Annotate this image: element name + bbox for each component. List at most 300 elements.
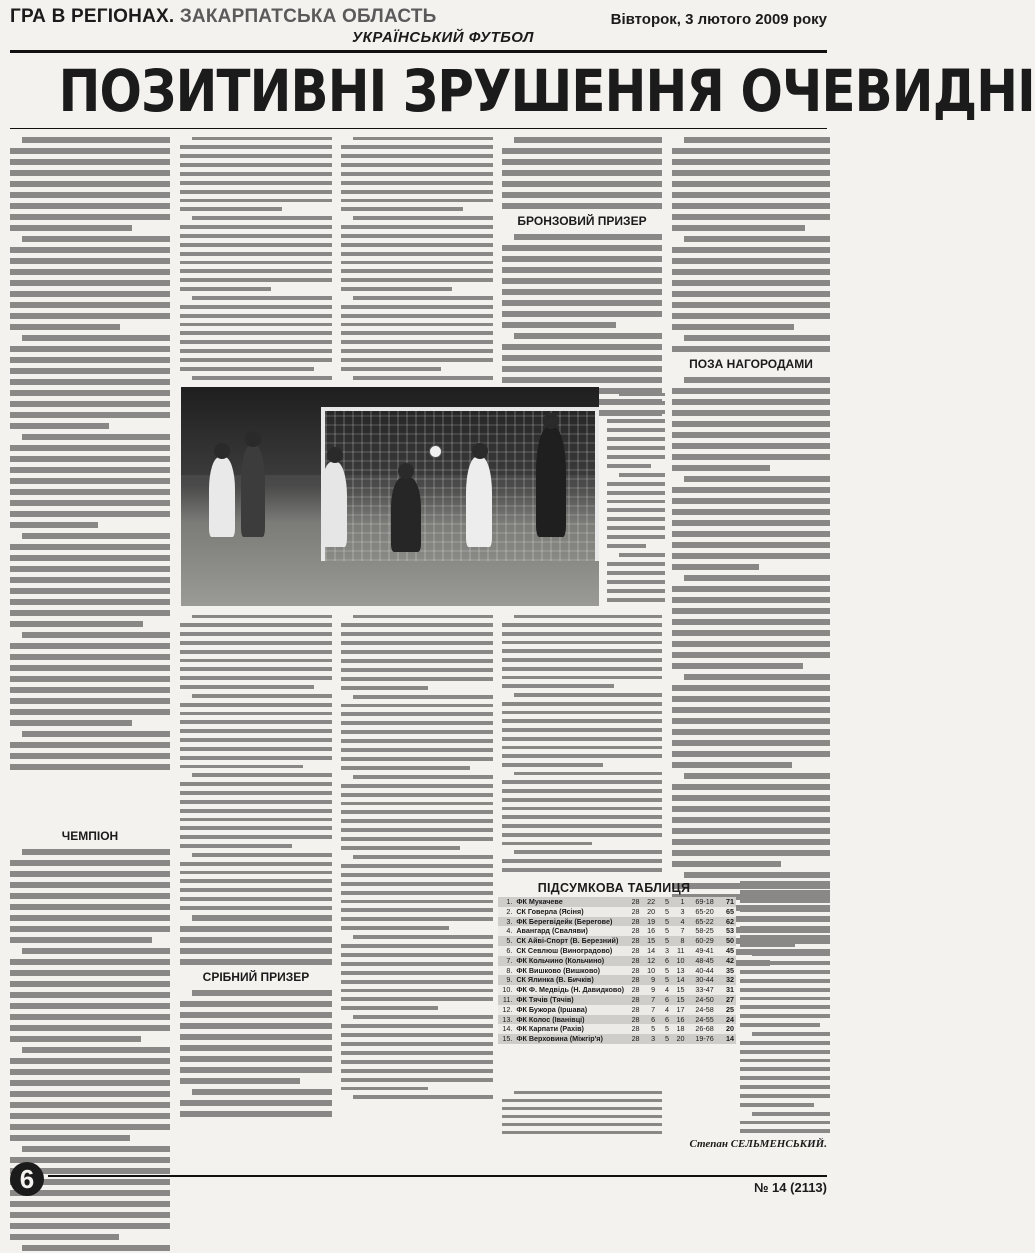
text-line — [672, 258, 830, 264]
text-line — [672, 498, 830, 504]
text-line — [502, 623, 662, 627]
text-line — [341, 900, 493, 904]
text-line — [672, 553, 830, 559]
article-column-2-bottom — [180, 912, 332, 1102]
row-draws: 4 — [657, 985, 671, 995]
text-line — [672, 269, 830, 275]
text-line — [619, 553, 665, 557]
text-line — [180, 720, 332, 724]
text-line — [192, 1089, 332, 1095]
row-played: 28 — [626, 926, 642, 936]
text-line — [192, 694, 332, 698]
article-column-1 — [10, 134, 170, 774]
text-line — [672, 313, 830, 319]
text-line — [672, 181, 830, 187]
text-line — [341, 225, 493, 229]
text-line — [10, 1080, 170, 1086]
row-losses: 11 — [671, 946, 687, 956]
text-line — [672, 432, 830, 438]
row-position: 8. — [498, 966, 514, 976]
text-line — [672, 707, 830, 713]
row-points: 20 — [716, 1024, 736, 1034]
text-line — [740, 1076, 830, 1080]
text-line — [672, 806, 830, 812]
text-line — [10, 981, 170, 987]
text-line — [502, 649, 662, 653]
row-draws: 6 — [657, 1015, 671, 1025]
article-column-3-lower — [341, 612, 493, 1102]
text-line — [10, 654, 170, 660]
text-line — [192, 615, 332, 619]
text-line — [180, 145, 332, 149]
text-line — [672, 597, 830, 603]
text-line — [10, 390, 170, 396]
text-line — [341, 908, 493, 912]
text-line — [180, 1045, 332, 1051]
text-line — [10, 720, 132, 726]
row-position: 15. — [498, 1034, 514, 1044]
text-line — [192, 853, 332, 857]
text-line — [10, 665, 170, 671]
row-team: СК Говерла (Ясіня) — [514, 907, 626, 917]
row-goals: 40-44 — [687, 966, 716, 976]
row-played: 28 — [626, 995, 642, 1005]
text-line — [684, 476, 830, 482]
row-points: 71 — [716, 897, 736, 907]
row-losses: 15 — [671, 985, 687, 995]
text-line — [502, 181, 662, 187]
row-points: 31 — [716, 985, 736, 995]
text-line — [502, 1099, 662, 1102]
text-line — [180, 844, 292, 848]
row-played: 28 — [626, 946, 642, 956]
text-line — [672, 663, 803, 669]
text-line — [10, 522, 98, 528]
text-line — [502, 684, 614, 688]
text-line — [502, 203, 662, 209]
row-goals: 69-18 — [687, 897, 716, 907]
row-position: 5. — [498, 936, 514, 946]
text-line — [341, 340, 493, 344]
text-line — [22, 731, 170, 737]
text-line — [10, 915, 170, 921]
table-row — [498, 956, 736, 966]
table-row — [498, 936, 736, 946]
row-wins: 10 — [642, 966, 658, 976]
text-line — [180, 756, 332, 760]
row-played: 28 — [626, 1024, 642, 1034]
text-line — [341, 864, 493, 868]
text-line — [341, 234, 493, 238]
text-line — [10, 280, 170, 286]
text-line — [672, 170, 830, 176]
text-line — [740, 1094, 830, 1098]
article-column-5-narrow — [740, 870, 830, 1136]
row-points: 42 — [716, 956, 736, 966]
text-line — [502, 868, 662, 872]
text-line — [619, 473, 665, 477]
text-line — [672, 520, 830, 526]
text-line — [10, 302, 170, 308]
text-line — [740, 1014, 830, 1018]
issue-number: № 14 (2113) — [753, 1180, 827, 1195]
text-line — [341, 802, 493, 806]
text-line — [672, 302, 830, 308]
row-position: 4. — [498, 926, 514, 936]
text-line — [607, 419, 665, 423]
text-line — [672, 641, 830, 647]
text-line — [180, 862, 332, 866]
text-line — [180, 1034, 332, 1040]
text-line — [607, 598, 665, 602]
text-line — [341, 659, 493, 663]
text-line — [10, 357, 170, 363]
row-goals: 24-55 — [687, 1015, 716, 1025]
text-line — [10, 247, 170, 253]
text-line — [353, 615, 493, 619]
text-line — [752, 1112, 830, 1116]
text-line — [672, 817, 830, 823]
text-line — [672, 487, 830, 493]
row-points: 25 — [716, 1005, 736, 1015]
text-line — [180, 261, 332, 265]
row-team: ФК Карпати (Рахів) — [514, 1024, 626, 1034]
text-line — [672, 399, 830, 405]
text-line — [502, 798, 662, 802]
row-points: 27 — [716, 995, 736, 1005]
text-line — [502, 159, 662, 165]
text-line — [341, 828, 493, 832]
row-position: 2. — [498, 907, 514, 917]
text-line — [740, 908, 830, 912]
row-goals: 65-22 — [687, 917, 716, 927]
row-team: ФК Мукачеве — [514, 897, 626, 907]
text-line — [619, 393, 665, 397]
text-line — [672, 696, 830, 702]
text-line — [22, 434, 170, 440]
text-line — [180, 340, 332, 344]
row-position: 9. — [498, 975, 514, 985]
text-line — [341, 739, 493, 743]
row-goals: 48-45 — [687, 956, 716, 966]
text-line — [10, 610, 170, 616]
row-points: 62 — [716, 917, 736, 927]
text-line — [684, 377, 830, 383]
text-line — [672, 291, 830, 297]
text-line — [22, 948, 170, 954]
text-line — [22, 849, 170, 855]
text-line — [341, 1024, 493, 1028]
row-goals: 49-41 — [687, 946, 716, 956]
text-line — [22, 137, 170, 143]
text-line — [672, 465, 770, 471]
row-played: 28 — [626, 917, 642, 927]
text-line — [353, 775, 493, 779]
text-line — [341, 1069, 493, 1073]
text-line — [341, 1042, 493, 1046]
row-losses: 3 — [671, 907, 687, 917]
text-line — [672, 608, 830, 614]
row-played: 28 — [626, 1034, 642, 1044]
row-played: 28 — [626, 956, 642, 966]
text-line — [684, 773, 830, 779]
table-row — [498, 1005, 736, 1015]
section-label: ГРА В РЕГІОНАХ. — [10, 6, 175, 27]
text-line — [514, 615, 662, 619]
text-line — [10, 1223, 170, 1229]
region-label: ЗАКАРПАТСЬКА ОБЛАСТЬ — [179, 6, 437, 27]
row-wins: 20 — [642, 907, 658, 917]
text-line — [672, 346, 830, 352]
text-line — [180, 809, 332, 813]
text-line — [341, 757, 493, 761]
text-line — [341, 971, 493, 975]
text-line — [672, 619, 830, 625]
text-line — [10, 860, 170, 866]
text-line — [502, 192, 662, 198]
text-line — [740, 1103, 814, 1107]
text-line — [514, 693, 662, 697]
row-wins: 3 — [642, 1034, 658, 1044]
text-line — [672, 729, 830, 735]
text-line — [341, 199, 493, 203]
text-line — [740, 890, 830, 894]
text-line — [684, 335, 830, 341]
article-column-4 — [502, 134, 662, 382]
text-line — [10, 1113, 170, 1119]
row-draws: 6 — [657, 956, 671, 966]
table-row — [498, 985, 736, 995]
text-line — [180, 685, 314, 689]
row-played: 28 — [626, 907, 642, 917]
text-line — [341, 944, 493, 948]
text-line — [341, 358, 493, 362]
text-line — [180, 1001, 332, 1007]
text-line — [672, 324, 794, 330]
text-line — [607, 517, 665, 521]
section-heading-silver: СРІБНИЙ ПРИЗЕР — [202, 970, 310, 984]
row-draws: 3 — [657, 946, 671, 956]
text-line — [502, 377, 662, 383]
text-line — [672, 531, 830, 537]
text-line — [180, 1012, 332, 1018]
text-line — [341, 748, 493, 752]
text-line — [502, 815, 662, 819]
text-line — [502, 300, 662, 306]
row-position: 7. — [498, 956, 514, 966]
text-line — [607, 401, 665, 405]
row-position: 14. — [498, 1024, 514, 1034]
text-line — [192, 915, 332, 921]
text-line — [672, 388, 830, 394]
text-line — [180, 243, 332, 247]
text-line — [740, 1023, 820, 1027]
text-line — [672, 586, 830, 592]
row-team: ФК Кольчино (Кольчино) — [514, 956, 626, 966]
text-line — [10, 181, 170, 187]
text-line — [180, 172, 332, 176]
row-team: ФК Берегвідейк (Берегове) — [514, 917, 626, 927]
text-line — [502, 256, 662, 262]
text-line — [10, 566, 170, 572]
row-losses: 8 — [671, 936, 687, 946]
text-line — [180, 782, 332, 786]
text-line — [180, 879, 332, 883]
row-position: 3. — [498, 917, 514, 927]
header-rule — [10, 50, 827, 53]
text-line — [341, 962, 493, 966]
text-line — [10, 1201, 170, 1207]
text-line — [502, 278, 662, 284]
text-line — [607, 500, 665, 504]
text-line — [740, 943, 795, 947]
text-line — [180, 358, 332, 362]
text-line — [607, 544, 646, 548]
row-losses: 15 — [671, 995, 687, 1005]
text-line — [10, 269, 170, 275]
text-line — [740, 997, 830, 1001]
issue-date: Вівторок, 3 лютого 2009 року — [610, 11, 827, 28]
text-line — [22, 236, 170, 242]
text-line — [192, 376, 332, 380]
text-line — [10, 544, 170, 550]
text-line — [180, 207, 282, 211]
text-line — [180, 835, 332, 839]
text-line — [180, 252, 332, 256]
text-line — [341, 766, 470, 770]
row-played: 28 — [626, 936, 642, 946]
text-line — [740, 1085, 830, 1089]
text-line — [180, 1078, 300, 1084]
row-team: ФК Бужора (Іршава) — [514, 1005, 626, 1015]
text-line — [10, 893, 170, 899]
text-line — [740, 917, 830, 921]
text-line — [502, 763, 603, 767]
row-wins: 6 — [642, 1015, 658, 1025]
table-row — [498, 897, 736, 907]
text-line — [22, 632, 170, 638]
table-row — [498, 1034, 736, 1044]
text-line — [10, 1124, 170, 1130]
text-line — [341, 172, 493, 176]
text-line — [10, 313, 170, 319]
text-line — [10, 1091, 170, 1097]
row-team: ФК Верховина (Міжгір'я) — [514, 1034, 626, 1044]
text-line — [502, 1123, 662, 1126]
text-line — [180, 712, 332, 716]
text-line — [10, 379, 170, 385]
text-line — [180, 738, 332, 742]
text-line — [10, 478, 170, 484]
text-line — [672, 192, 830, 198]
row-losses: 13 — [671, 966, 687, 976]
text-line — [10, 970, 170, 976]
text-line — [180, 667, 332, 671]
table-row — [498, 926, 736, 936]
text-line — [672, 225, 805, 231]
text-line — [341, 846, 460, 850]
text-line — [180, 948, 332, 954]
football-ball — [429, 445, 442, 458]
text-line — [10, 1069, 170, 1075]
text-line — [10, 1102, 170, 1108]
text-line — [740, 1121, 830, 1125]
table-title: ПІДСУМКОВА ТАБЛИЦЯ — [537, 881, 691, 895]
row-played: 28 — [626, 1015, 642, 1025]
text-line — [341, 163, 493, 167]
row-team: ФК Вишково (Вишково) — [514, 966, 626, 976]
row-wins: 19 — [642, 917, 658, 927]
row-losses: 7 — [671, 926, 687, 936]
text-line — [502, 355, 662, 361]
text-line — [10, 882, 170, 888]
text-line — [341, 686, 428, 690]
row-team: СК Севлюш (Виноградово) — [514, 946, 626, 956]
text-line — [10, 687, 170, 693]
text-line — [514, 1091, 662, 1094]
text-line — [672, 214, 830, 220]
text-line — [353, 695, 493, 699]
text-line — [180, 1023, 332, 1029]
text-line — [353, 137, 493, 141]
text-line — [672, 652, 830, 658]
text-line — [341, 269, 493, 273]
text-line — [672, 159, 830, 165]
text-line — [672, 828, 830, 834]
text-line — [180, 729, 332, 733]
text-line — [10, 148, 170, 154]
text-line — [672, 564, 759, 570]
text-line — [502, 148, 662, 154]
row-losses: 10 — [671, 956, 687, 966]
text-line — [10, 959, 170, 965]
article-column-2 — [180, 134, 332, 382]
text-line — [607, 571, 665, 575]
text-line — [10, 871, 170, 877]
row-position: 11. — [498, 995, 514, 1005]
text-line — [10, 445, 170, 451]
text-line — [684, 137, 830, 143]
text-line — [10, 192, 170, 198]
row-draws: 5 — [657, 907, 671, 917]
text-line — [192, 296, 332, 300]
section-title — [10, 6, 437, 28]
article-column-5 — [672, 134, 830, 856]
row-draws: 5 — [657, 975, 671, 985]
text-line — [341, 668, 493, 672]
row-position: 13. — [498, 1015, 514, 1025]
text-line — [10, 1135, 130, 1141]
text-line — [502, 676, 662, 680]
text-line — [180, 906, 332, 910]
row-goals: 30-44 — [687, 975, 716, 985]
text-line — [353, 376, 493, 380]
text-line — [10, 904, 170, 910]
text-line — [10, 456, 170, 462]
row-draws: 5 — [657, 917, 671, 927]
text-line — [180, 278, 332, 282]
row-draws: 5 — [657, 897, 671, 907]
text-line — [672, 685, 830, 691]
row-played: 28 — [626, 1005, 642, 1015]
text-line — [180, 1056, 332, 1062]
text-line — [353, 1095, 493, 1099]
row-points: 53 — [716, 926, 736, 936]
text-line — [10, 643, 170, 649]
row-losses: 17 — [671, 1005, 687, 1015]
text-line — [10, 258, 170, 264]
text-line — [10, 412, 170, 418]
